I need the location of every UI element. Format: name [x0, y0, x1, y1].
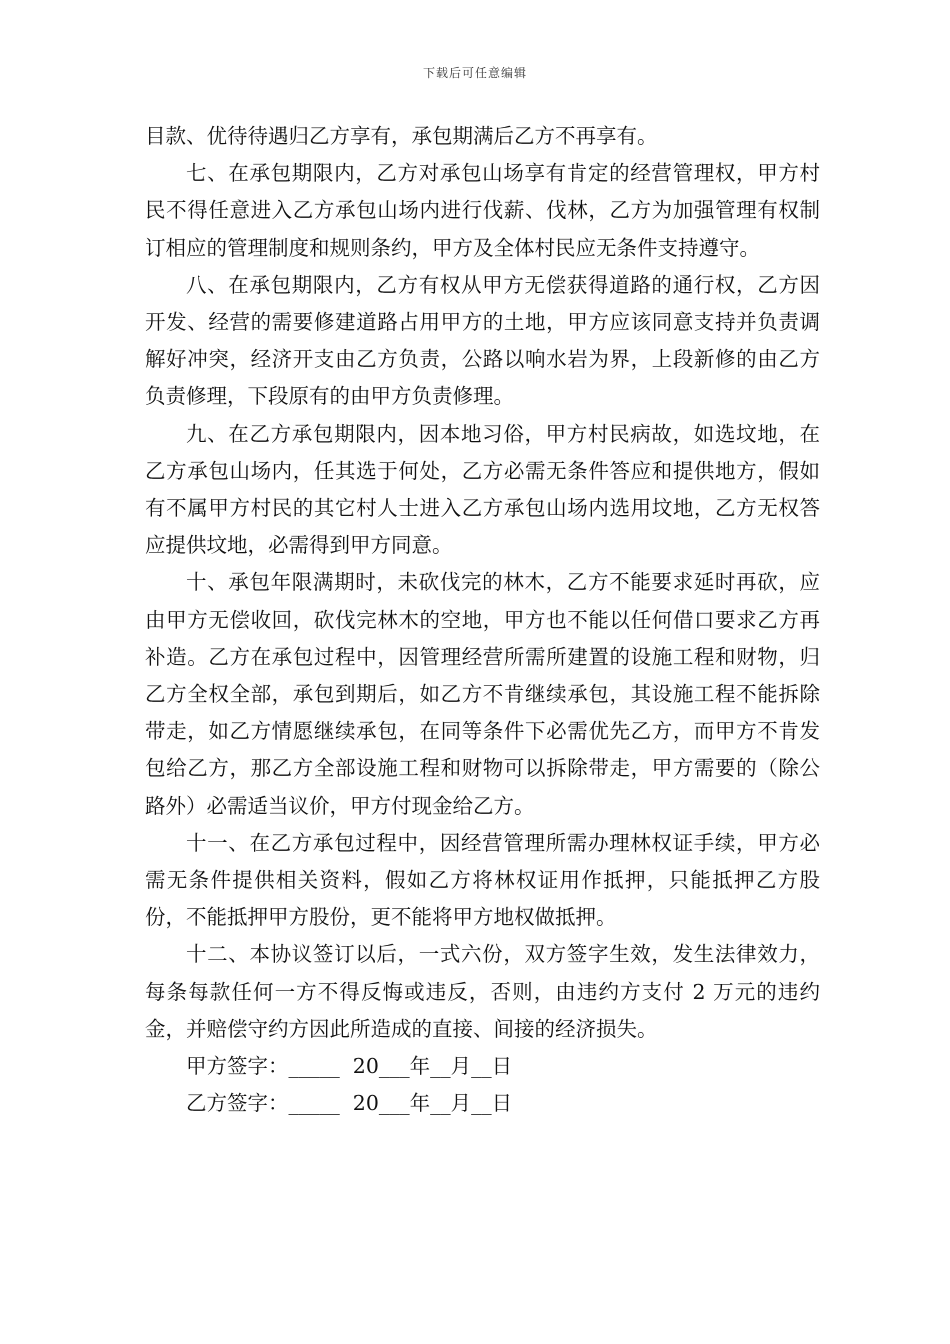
party-b-signature-line: 乙方签字：_____ 20___年__月__日 — [186, 1091, 513, 1116]
page-header: 下载后可任意编辑 — [422, 66, 527, 80]
clause-7: 七、在承包期限内，乙方对承包山场享有肯定的经营管理权，甲方村民不得任意进入乙方承包山场内进行伐薪、伐林，乙方为加强管理有权制订相应的管理制度和规则条约，甲方及全体村民应无条件支持遵守。 — [145, 161, 820, 260]
paragraph-continuation: 目款、优待待遇归乙方享有，承包期满后乙方不再享有。 — [145, 124, 658, 148]
clause-10: 十、承包年限满期时，未砍伐完的林木，乙方不能要求延时再砍，应由甲方无偿收回，砍伐完林木的空地，甲方也不能以任何借口要求乙方再补造。乙方在承包过程中，因管理经营所需所建置的设施工程和财物，归乙方全权全部，承包到期后，如乙方不肯继续承包，其设施工程不能拆除带走，如乙方情愿继续承包，在同等条件下必需优先乙方，而甲方不肯发包给乙方，那乙方全部设施工程和财物可以拆除带走，甲方需要的（除公路外）必需适当议价，甲方付现金给乙方。 — [145, 570, 820, 818]
clause-8: 八、在承包期限内，乙方有权从甲方无偿获得道路的通行权，乙方因开发、经营的需要修建道路占用甲方的土地，甲方应该同意支持并负责调解好冲突，经济开支由乙方负责，公路以响水岩为界，上段新修的由乙方负责修理，下段原有的由甲方负责修理。 — [145, 272, 820, 409]
document-body — [145, 118, 820, 1122]
clause-9: 九、在乙方承包期限内，因本地习俗，甲方村民病故，如选坟地，在乙方承包山场内，任其选于何处，乙方必需无条件答应和提供地方，假如有不属甲方村民的其它村人士进入乙方承包山场内选用坟地，乙方无权答应提供坟地，必需得到甲方同意。 — [145, 421, 820, 558]
clause-12: 十二、本协议签订以后，一式六份，双方签字生效，发生法律效力，每条每款任何一方不得反悔或违反，否则，由违约方支付 2 万元的违约金，并赔偿守约方因此所造成的直接、间接的经济损失。 — [145, 942, 820, 1041]
party-a-signature-line: 甲方签字：_____ 20___年__月__日 — [186, 1054, 513, 1079]
clause-11: 十一、在乙方承包过程中，因经营管理所需办理林权证手续，甲方必需无条件提供相关资料，假如乙方将林权证用作抵押，只能抵押乙方股份，不能抵押甲方股份，更不能将甲方地权做抵押。 — [145, 830, 820, 930]
